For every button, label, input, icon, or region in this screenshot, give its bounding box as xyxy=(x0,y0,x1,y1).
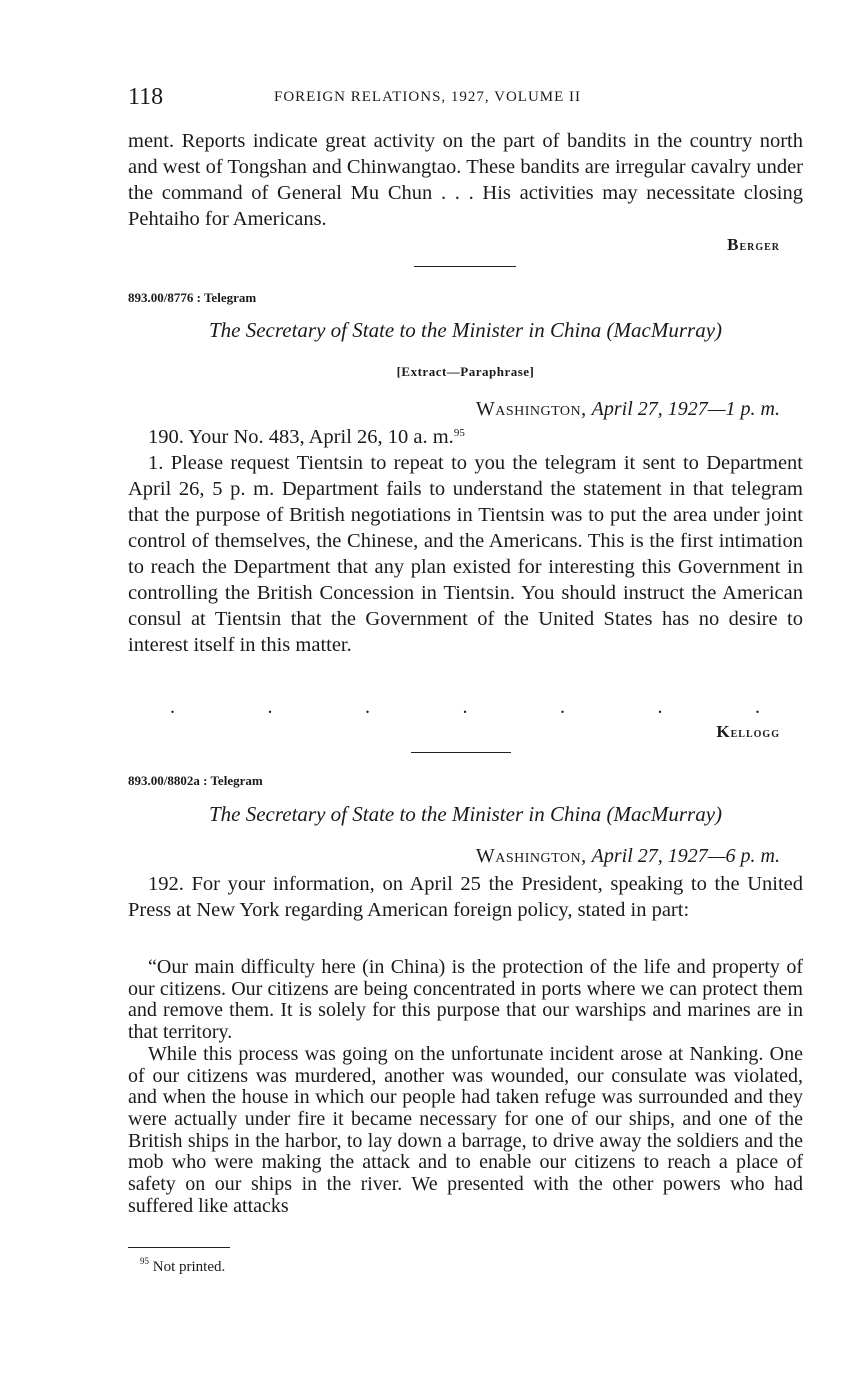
document-title-2: The Secretary of State to the Minister in China (MacMurray) xyxy=(208,802,723,826)
running-head: FOREIGN RELATIONS, 1927, VOLUME II xyxy=(274,89,582,105)
ellipsis-dot: . xyxy=(365,696,370,718)
ellipsis-dot: . xyxy=(657,696,663,718)
dateline-place: Washington, xyxy=(475,845,587,867)
quote-paragraph-1: “Our main difficulty here (in China) is the protection of the life and property of our citizens. Our citizens are being concentrated in ports where we can protect them and remove them. It is solely for this purpose that our warships and marines are in that territory. xyxy=(128,956,803,1044)
dateline-1 xyxy=(476,398,780,421)
ellipsis-dot: . xyxy=(170,696,175,718)
telegram-body-1: 1. Please request Tientsin to repeat to you the telegram it sent to Department April 26, 5 p. m. Department fails to understand the statement in that telegram that the purpose of British negotiations in Tientsin was to put the area under joint control of themselves, the Chinese, and the Americans. This is the first intimation to reach the Department that any plan existed for interesting this Government in controlling the British Concession in Tientsin. You should instruct the American consul at Tientsin that the Government of the United States has no desire to interest itself in this matter. xyxy=(128,452,803,656)
extract-note: [Extract—Paraphrase] xyxy=(396,364,535,379)
document-id-8776: 893.00/8776 : Telegram xyxy=(128,290,257,305)
ellipsis-dot: . xyxy=(755,696,760,718)
dateline-date: April 27, 1927—1 p. m. xyxy=(591,398,780,420)
document-id-8802a: 893.00/8802a : Telegram xyxy=(128,773,263,788)
signature-kellogg: Kellogg xyxy=(716,722,780,741)
footnote-ref: 95 xyxy=(453,427,465,439)
dateline-date: April 27, 1927—6 p. m. xyxy=(591,845,780,867)
page-number: 118 xyxy=(128,84,164,110)
section-divider xyxy=(411,752,511,753)
ellipsis-dot: . xyxy=(267,696,273,718)
page-header xyxy=(128,84,688,114)
ellipsis-row xyxy=(170,696,760,719)
telegram-body-2: 192. For your information, on April 25 the President, speaking to the United Press at New York regarding American foreign policy, stated in part: xyxy=(128,873,803,921)
dateline-place: Washington, xyxy=(475,398,587,420)
footnote-marker: 95 xyxy=(140,1256,149,1266)
dateline-2 xyxy=(476,845,780,868)
section-divider xyxy=(414,266,516,267)
presidential-quote xyxy=(128,957,803,1217)
continued-paragraph: ment. Reports indicate great activity on the part of bandits in the country north and west of Tongshan and Chinwangtao. These bandits are irregular cavalry under the command of General Mu Chun . . . His activities may necessitate closing Pehtaiho for Americans. xyxy=(128,130,803,230)
footnote-divider xyxy=(128,1247,230,1248)
document-title-1: The Secretary of State to the Minister in China (MacMurray) xyxy=(208,318,723,342)
telegram-opening xyxy=(128,424,803,450)
quote-paragraph-2: While this process was going on the unfortunate incident arose at Nanking. One of our citizens was murdered, another was wounded, our consulate was violated, and when the house in which our people had taken refuge was surrounded and they were actually under fire it became necessary for one of our ships, and one of the British ships in the harbor, to lay down a barrage, to drive away the soldiers and the mob who were making the attack and to enable our citizens to reach a place of safety on our ships in the river. We presented with the other powers who had suffered like attacks xyxy=(128,1042,803,1217)
ellipsis-dot: . xyxy=(560,696,565,718)
signature-berger: Berger xyxy=(727,235,780,254)
ellipsis-dot: . xyxy=(462,696,468,718)
footnote-text: Not printed. xyxy=(152,1259,226,1275)
footnote xyxy=(140,1256,226,1276)
opening-text: 190. Your No. 483, April 26, 10 a. m. xyxy=(148,426,454,448)
